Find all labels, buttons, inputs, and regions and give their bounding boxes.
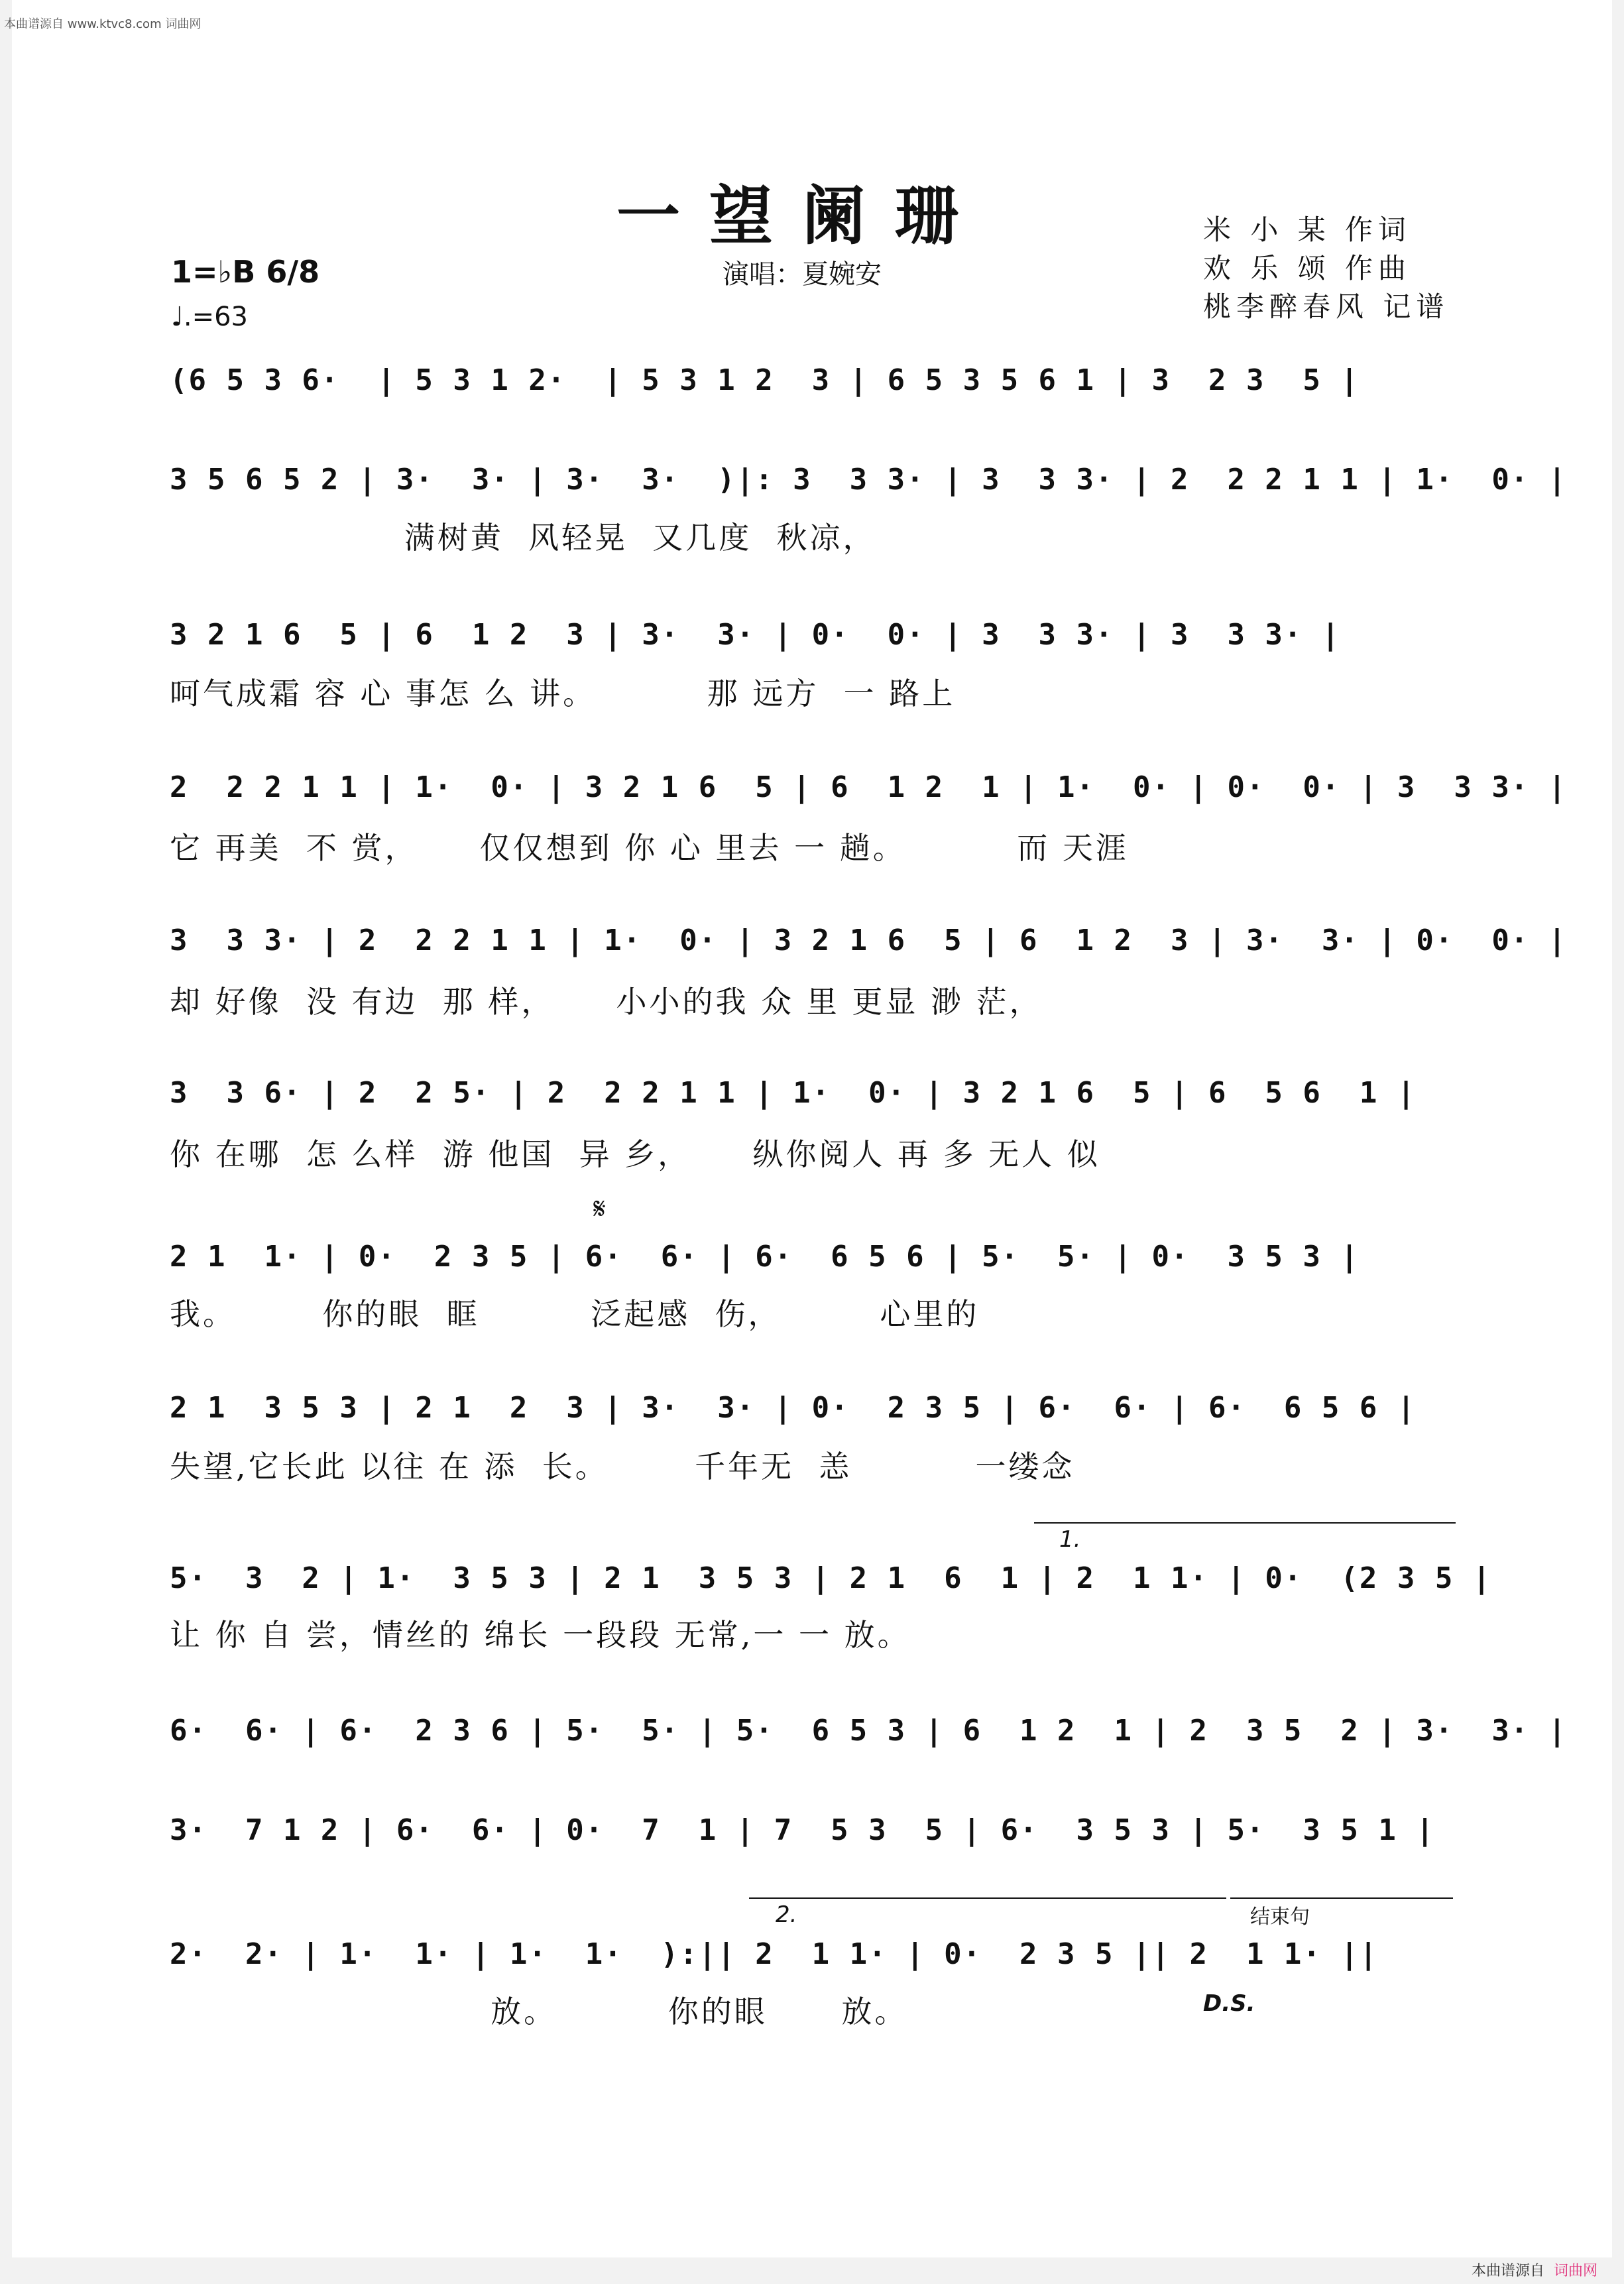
key-signature: 1=♭B 6/8 — [171, 254, 320, 290]
notation-row-5: 3 3 3· | 2 2 2 1 1 | 1· 0· | 3 2 1 6 5 | 6 1 2 3 | 3· 3· | 0· 0· | — [170, 924, 1568, 957]
lyric-row-2: 满树黄 风轻晃 又几度 秋凉， — [170, 520, 876, 556]
volta1-bracket — [1034, 1522, 1456, 1524]
song-title: 一望阑珊 — [616, 178, 988, 253]
segno-mark: 𝄋 — [593, 1192, 606, 1226]
ending-label: 结束句 — [1250, 1905, 1310, 1929]
footer-brand[interactable]: 词曲网 — [1553, 2263, 1597, 2279]
lyric-row-4: 它 再美 不 赏， 仅仅想到 你 心 里去 一 趟。 而 天涯 — [170, 830, 1129, 866]
lyric-row-6: 你 在哪 怎 么样 游 他国 异 乡， 纵你阅人 再 多 无人 似 — [170, 1136, 1100, 1172]
ending-bracket — [1230, 1897, 1453, 1899]
notation-row-6: 3 3 6· | 2 2 5· | 2 2 2 1 1 | 1· 0· | 3 2 1 6 5 | 6 5 6 1 | — [170, 1076, 1417, 1110]
notation-row-2: 3 5 6 5 2 | 3· 3· | 3· 3· )|: 3 3 3· | 3 3 3· | 2 2 2 1 1 | 1· 0· | — [170, 463, 1568, 497]
page-bottom-margin — [0, 2257, 1624, 2284]
header-source: 本曲谱源自 www.ktvc8.com 词曲网 — [4, 17, 202, 31]
footer-source — [1472, 2259, 1597, 2280]
credit-composer: 欢 乐 颂 作曲 — [1203, 252, 1412, 284]
singer: 演唱：夏婉安 — [723, 259, 882, 290]
page-left-margin — [0, 0, 12, 2284]
ds-mark: D.S. — [1203, 1990, 1255, 2017]
notation-row-8: 2 1 3 5 3 | 2 1 2 3 | 3· 3· | 0· 2 3 5 | 6· 6· | 6· 6 5 6 | — [170, 1391, 1417, 1425]
lyric-row-9: 让 你 自 尝，情丝的 绵长 一段段 无常,一 一 放。 — [170, 1617, 911, 1653]
volta2-bracket — [749, 1897, 1226, 1899]
notation-row-7: 2 1 1· | 0· 2 3 5 | 6· 6· | 6· 6 5 6 | 5· 5· | 0· 3 5 3 | — [170, 1240, 1360, 1274]
lyric-row-3: 呵气成霜 容 心 事怎 么 讲。 那 远方 一 路上 — [170, 676, 956, 711]
credits — [1203, 211, 1449, 326]
notation-row-1: (6 5 3 6· | 5 3 1 2· | 5 3 1 2 3 | 6 5 3 5 6 1 | 3 2 3 5 | — [170, 363, 1360, 397]
volta1-label: 1. — [1059, 1526, 1081, 1553]
lyric-row-7: 我。 你的眼 眶 泛起感 伤， 心里的 — [170, 1296, 980, 1332]
notation-row-9: 5· 3 2 | 1· 3 5 3 | 2 1 3 5 3 | 2 1 6 1 | 2 1 1· | 0· (2 3 5 | — [170, 1561, 1492, 1595]
notation-row-10: 6· 6· | 6· 2 3 6 | 5· 5· | 5· 6 5 3 | 6 1 2 1 | 2 3 5 2 | 3· 3· | — [170, 1714, 1568, 1748]
lyric-row-5: 却 好像 没 有边 那 样， 小小的我 众 里 更显 渺 茫， — [170, 984, 1043, 1020]
credit-lyricist: 米 小 某 作词 — [1203, 213, 1412, 246]
footer-source-text: 本曲谱源自 — [1471, 2263, 1544, 2279]
notation-row-11: 3· 7 1 2 | 6· 6· | 0· 7 1 | 7 5 3 5 | 6· 3 5 3 | 5· 3 5 1 | — [170, 1813, 1435, 1847]
lyric-row-8: 失望,它长此 以往 在 添 长。 千年无 恙 一缕念 — [170, 1449, 1075, 1484]
page-right-margin — [1612, 0, 1624, 2284]
volta2-label: 2. — [776, 1901, 797, 1928]
tempo-marking: ♩.=63 — [171, 302, 248, 332]
notation-row-3: 3 2 1 6 5 | 6 1 2 3 | 3· 3· | 0· 0· | 3 3 3· | 3 3 3· | — [170, 618, 1341, 652]
lyric-row-12: 放。 你的眼 放。 — [170, 1994, 908, 2029]
notation-row-12: 2· 2· | 1· 1· | 1· 1· ):|| 2 1 1· | 0· 2 3 5 || 2 1 1· || — [170, 1937, 1379, 1971]
credit-transcriber: 桃李醉春风 记谱 — [1203, 290, 1450, 323]
notation-row-4: 2 2 2 1 1 | 1· 0· | 3 2 1 6 5 | 6 1 2 1 | 1· 0· | 0· 0· | 3 3 3· | — [170, 770, 1568, 804]
